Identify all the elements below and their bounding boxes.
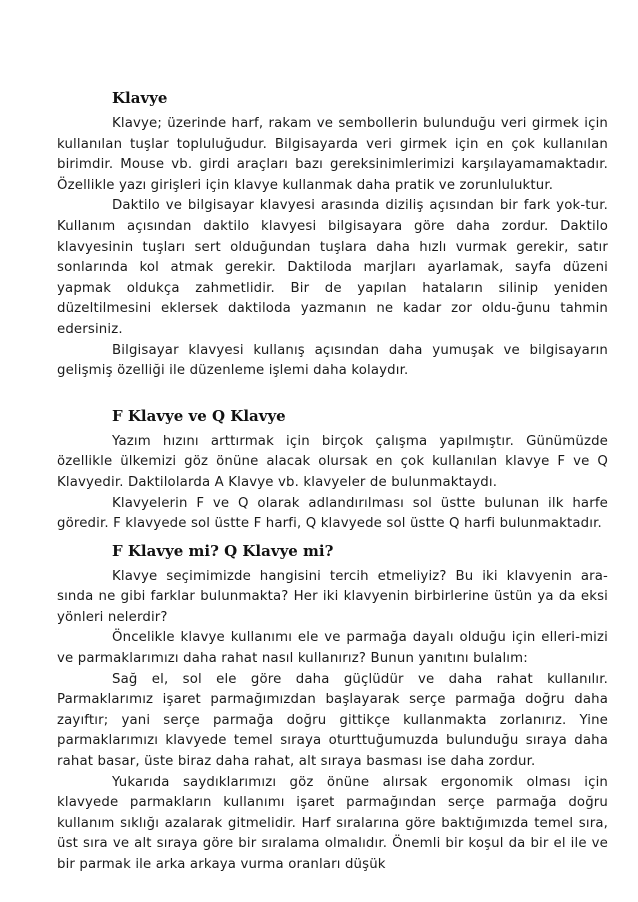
paragraph: Daktilo ve bilgisayar klavyesi arasında diziliş açısından bir fark yok-tur. Kullanım açısından daktilo klavyesi bilgisayara göre daha zordur. Daktilo klavyesinin tuşları sert olduğundan tuşlara daha hızlı vurmak gerekir, satır sonlarında kol atmak gerekir. Daktiloda marjları ayarlamak, sayfa düzeni yapmak oldukça zahmetlidir. Bir de yapılan hataların silinip yeniden düzeltilmesini eklersek daktiloda yazmanın ne kadar zor oldu-ğunu tahmin edersiniz. bbox=[57, 198, 608, 337]
paragraph: Sağ el, sol ele göre daha güçlüdür ve daha rahat kullanılır. Parmaklarımız işaret parmağımızdan başlayarak serçe parmağa doğru daha zayıftır; yani serçe parmağa doğru gittikçe kullanmakta zorlanırız. Yine parmaklarımızı klavyede temel sıraya oturttuğumuzda bulunduğu sıraya daha rahat basar, üste biraz daha rahat, alt sıraya basması ise daha zordur. bbox=[57, 671, 608, 770]
paragraph: Bilgisayar klavyesi kullanış açısından daha yumuşak ve bilgisayarın gelişmiş özelliği ile düzenleme işlemi daha kolaydır. bbox=[57, 342, 608, 379]
section-title-f-q-klavye: F Klavye ve Q Klavye bbox=[112, 406, 286, 425]
paragraph: Klavye seçimimizde hangisini tercih etmeliyiz? Bu iki klavyenin ara-sında ne gibi farklar bulunmakta? Her iki klavyenin birbirlerine üstün ya da eksi yönleri nelerdir? bbox=[57, 568, 608, 625]
paragraph: Yukarıda saydıklarımızı göz önüne alırsak ergonomik olması için klavyede parmakların kullanımı işaret parmağından serçe parmağa doğru kullanım sıklığı azalarak gitmelidir. Harf sıralarına göre baktığımızda temel sıra, üst sıra ve alt sıraya göre bir sıralama olmalıdır. Önemli bir koşul da bir el ile ve bir parmak ile arka arkaya vurma oranları düşük bbox=[57, 774, 608, 872]
section-title-klavye: Klavye bbox=[112, 89, 168, 107]
paragraph: Klavye; üzerinde harf, rakam ve sembollerin bulunduğu veri girmek için kullanılan tuşlar topluluğudur. Bilgisayarda veri girmek için en çok kullanılan birimdir. Mouse vb. girdi araçları bazı gereksinimlerimizi karşılayamamaktadır. Özellikle yazı girişleri için klavye kullanmak daha pratik ve zorunluluktur. bbox=[57, 116, 608, 193]
paragraph: Yazım hızını arttırmak için birçok çalışma yapılmıştır. Günümüzde özellikle ülkemizi göz önüne alacak olursak en çok kullanılan klavye F ve Q Klavyedir. Daktilolarda A Klavye vb. klavyeler de bulunmaktaydı. bbox=[57, 433, 608, 490]
paragraph: Öncelikle klavye kullanımı ele ve parmağa dayalı olduğu için elleri-mizi ve parmaklarımızı daha rahat nasıl kullanırız? Bunun yanıtını bulalım: bbox=[57, 630, 608, 667]
paragraph: Klavyelerin F ve Q olarak adlandırılması sol üstte bulunan ilk harfe göredir. F klavyede sol üstte F harfi, Q klavyede sol üstte Q harfi bulunmaktadır. bbox=[57, 495, 608, 532]
section-title-f-or-q: F Klavye mi? Q Klavye mi? bbox=[112, 541, 334, 560]
